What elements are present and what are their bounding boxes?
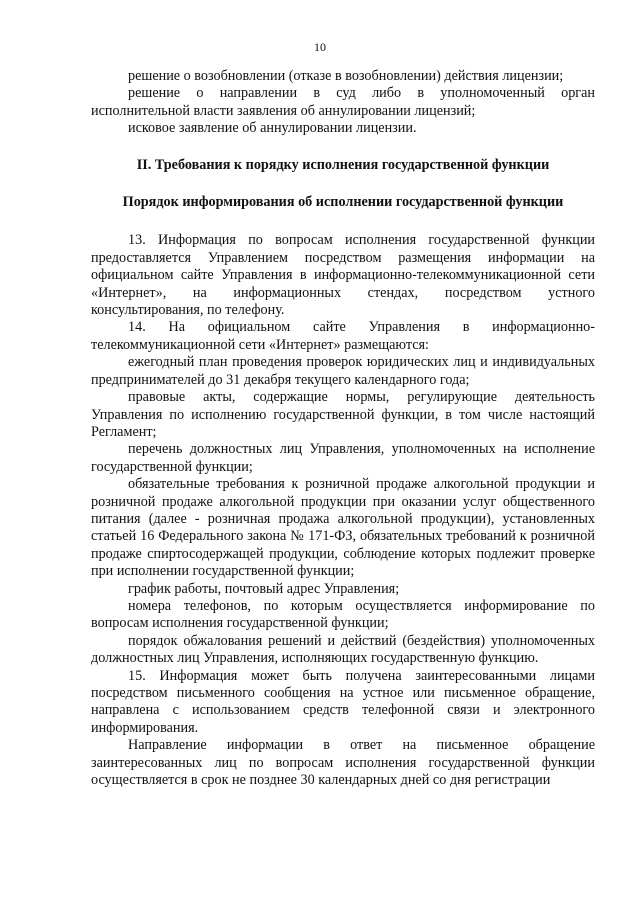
paragraph-legal-acts: правовые акты, содержащие нормы, регулирующие деятельность Управления по исполнению государственной функции, в том числе настоящий Регламент; — [91, 389, 595, 440]
paragraph-lawsuit: исковое заявление об аннулировании лицензии. — [128, 120, 417, 137]
paragraph-written-response: Направление информации в ответ на письменное обращение заинтересованных лиц по вопросам исполнения государственной функции осуществляется в срок не позднее 30 календарных дней со дня регистрации — [91, 737, 595, 789]
paragraph-license-renewal: решение о возобновлении (отказе в возобновлении) действия лицензии; — [128, 68, 564, 84]
paragraph-phone-numbers: номера телефонов, по которым осуществляется информирование по вопросам исполнения государственной функции; — [91, 597, 595, 632]
paragraph-work-schedule: график работы, почтовый адрес Управления; — [128, 580, 400, 597]
page-number: 10 — [314, 40, 326, 54]
subsection-title: Порядок информирования об исполнении государственной функции — [122, 194, 564, 211]
paragraph-14: 14. На официальном сайте Управления в информационно-телекоммуникационной сети «Интернет» размещаются: — [91, 319, 595, 353]
paragraph-annual-plan: ежегодный план проведения проверок юридических лиц и индивидуальных предпринимателей до 31 декабря текущего календарного года; — [91, 354, 595, 388]
paragraph-appeal-procedure: порядок обжалования решений и действий (бездействия) уполномоченных должностных лиц Управления, исполняющих государственную функцию. — [91, 632, 595, 667]
section-title: II. Требования к порядку исполнения государственной функции — [136, 156, 550, 173]
paragraph-mandatory-requirements: обязательные требования к розничной продаже алкогольной продукции и розничной продаже алкогольной продукции при оказании услуг общественного питания (далее - розничная продажа алкогольной продукции), установленных статьей 16 Федерального закона № 171-ФЗ, обязательных требований к розничной продаже спиртосодержащей продукции, соблюдение которых подлежит проверке при исполнении государственной функции; — [91, 476, 595, 580]
page-body — [91, 68, 595, 789]
paragraph-court-referral: решение о направлении в суд либо в уполномоченный орган исполнительной власти заявления об аннулировании лицензий; — [91, 85, 595, 119]
paragraph-15: 15. Информация может быть получена заинтересованными лицами посредством письменного сообщения на устное или письменное обращение, направлена с использованием средств телефонной связи и электронного информирования. — [91, 667, 595, 736]
paragraph-13: 13. Информация по вопросам исполнения государственной функции предоставляется Управлением посредством размещения информации на официальном сайте Управления в информационно-телекоммуникационной сети «Интернет», на информационных стендах, посредством устного консультирования, по телефону. — [91, 232, 595, 319]
paragraph-officials-list: перечень должностных лиц Управления, уполномоченных на исполнение государственной функции; — [91, 441, 595, 475]
